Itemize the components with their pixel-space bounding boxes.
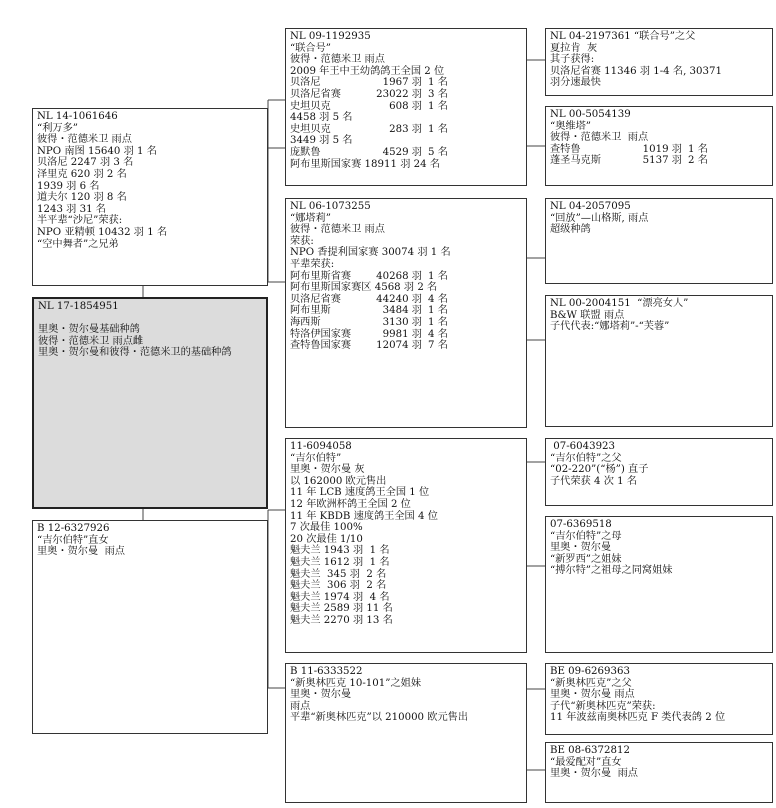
card-line: 贝洛尼 2247 羽 3 名	[37, 157, 134, 169]
sire-dam-card[interactable]	[285, 198, 527, 428]
race-name: 贝洛尼省赛	[290, 293, 341, 305]
card-line: 平辈荣获:	[290, 258, 335, 270]
dam-dam-sire-card[interactable]	[545, 663, 773, 735]
card-line: 11 年波兹南奥林匹克 F 类代表鸽 2 位	[550, 712, 726, 724]
card-line: NL 04-2057095	[550, 201, 631, 212]
placement: 1 名	[428, 270, 448, 282]
race-name: 庞默鲁	[290, 146, 321, 158]
card-line: 20 次最佳 1/10	[290, 533, 363, 545]
card-line: “联合号”	[290, 42, 331, 54]
placement: 3 名	[428, 88, 448, 100]
card-line: 魁夫兰 1974 羽 4 名	[290, 591, 390, 603]
card-line: 里奥・贺尔曼 雨点	[550, 768, 638, 780]
card-line: B&W 联盟 雨点	[550, 309, 625, 321]
result-row	[290, 294, 522, 306]
bird-count: 5137 羽	[642, 155, 682, 167]
card-line: 超级种鸽	[550, 224, 591, 236]
card-line: 2009 年王中王幼鸽鸽王全国 2 位	[290, 65, 445, 77]
placement: 7 名	[428, 340, 448, 352]
card-line: 魁夫兰 1612 羽 1 名	[290, 556, 390, 568]
sire-sire-sire-card[interactable]	[545, 28, 773, 96]
card-line	[38, 313, 262, 325]
card-line: 子代代表:“娜塔莉”-“芙蓉”	[550, 321, 670, 333]
card-line: NL 17-1854951	[38, 301, 119, 312]
card-line: 彼得・范德米卫 雨点雌	[38, 335, 144, 347]
card-line: 其子获得:	[550, 54, 595, 66]
card-line: NL 06-1073255	[290, 201, 371, 212]
sire-sire-dam-card[interactable]	[545, 106, 773, 186]
placement: 4 名	[428, 328, 448, 340]
bird-count: 40268 羽	[376, 270, 422, 282]
result-row	[290, 317, 522, 329]
card-line: “吉尔伯特”之父	[550, 452, 622, 464]
card-line: 道夫尔 120 羽 8 名	[37, 192, 127, 204]
placement: 5 名	[428, 146, 448, 158]
result-row	[290, 124, 522, 136]
card-line: “吉尔伯特”之母	[550, 530, 622, 542]
placement: 1 名	[428, 123, 448, 135]
card-line: 魁夫兰 2589 羽 11 名	[290, 603, 393, 615]
dam-sire-card[interactable]	[285, 438, 527, 653]
result-line: 4458 羽 5 名	[290, 112, 353, 124]
card-line: 魁夫兰 1943 羽 1 名	[290, 545, 390, 557]
card-line: 彼得・范德米卫 雨点	[37, 134, 132, 146]
card-line: 子代“新奥林匹克”荣获:	[550, 700, 656, 712]
card-line: 7 次最佳 100%	[290, 522, 363, 534]
card-line: 里奥・贺尔曼	[550, 542, 612, 554]
card-line: “新奥林匹克 10-101”之姐妹	[290, 677, 422, 689]
card-line: NPO 南图 15640 羽 1 名	[37, 145, 157, 157]
race-name: 史坦贝克	[290, 100, 331, 112]
card-line: “奥维塔”	[550, 120, 591, 132]
card-line: “利万多”	[37, 122, 78, 134]
result-row	[550, 144, 768, 156]
placement: 1 名	[428, 100, 448, 112]
card-line: 子代荣获 4 次 1 名	[550, 475, 638, 487]
bird-count: 283 羽	[389, 123, 422, 135]
placement: 1 名	[688, 143, 708, 155]
race-name: 蓬圣马克斯	[550, 155, 601, 167]
result-row	[290, 329, 522, 341]
bird-count: 12074 羽	[376, 340, 422, 352]
card-line: B 12-6327926	[37, 523, 110, 534]
card-line: “最爱配对”直女	[550, 756, 622, 768]
card-line: “娜塔莉”	[290, 212, 331, 224]
placement: 1 名	[428, 316, 448, 328]
result-line: 阿布里斯国家赛 18911 羽 24 名	[290, 158, 441, 170]
race-name: 阿布里斯省赛	[290, 270, 352, 282]
card-line: NL 00-2004151 “漂亮女人”	[550, 298, 689, 309]
card-line: NL 00-5054139	[550, 109, 631, 120]
dam-card[interactable]	[32, 520, 268, 734]
result-row	[290, 271, 522, 283]
card-line: 半平辈“沙尼”荣获:	[37, 215, 123, 227]
bird-count: 4529 羽	[382, 146, 422, 158]
card-line: 12 年欧洲杯鸽王全国 2 位	[290, 498, 411, 510]
card-line: 彼得・范德米卫 雨点	[290, 54, 385, 66]
card-line: 11-6094058	[290, 441, 352, 452]
card-line: 1243 羽 31 名	[37, 203, 106, 215]
card-line: 彼得・范德米卫 雨点	[290, 224, 385, 236]
card-line: 里奥・贺尔曼和彼得・范德米卫的基础种鸽	[38, 347, 232, 359]
card-line: 泽里克 620 羽 2 名	[37, 168, 127, 180]
card-line: NPO 亚精顿 10432 羽 1 名	[37, 226, 168, 238]
race-name: 特洛伊国家赛	[290, 328, 352, 340]
card-line: 1939 羽 6 名	[37, 180, 100, 192]
race-name: 查特鲁国家赛	[290, 340, 352, 352]
card-line: 魁夫兰 306 羽 2 名	[290, 580, 387, 592]
card-line: NL 04-2197361 “联合号”之父	[550, 31, 696, 42]
placement: 1 名	[428, 77, 448, 89]
race-name: 阿布里斯	[290, 305, 331, 317]
card-line: 里奥・贺尔曼 雨点	[37, 546, 125, 558]
card-line: BE 09-6269363	[550, 666, 630, 677]
sire-dam-sire-card[interactable]	[545, 198, 773, 284]
bird-count: 23022 羽	[376, 88, 422, 100]
placement: 4 名	[428, 293, 448, 305]
card-line: “空中舞者”之兄弟	[37, 238, 119, 250]
race-name: 贝洛尼省赛	[290, 88, 341, 100]
sire-sire-card[interactable]	[285, 28, 527, 186]
card-line: 夏拉肯 灰	[550, 42, 598, 54]
result-line: 阿布里斯国家赛区 4568 羽 2 名	[290, 282, 438, 294]
dam-dam-dam-card[interactable]	[545, 742, 773, 803]
bird-count: 608 羽	[389, 100, 422, 112]
card-line: NL 14-1061646	[37, 111, 118, 122]
card-line: B 11-6333522	[290, 666, 363, 677]
card-line: “吉尔伯特”直女	[37, 534, 109, 546]
bird-count: 3130 羽	[382, 316, 422, 328]
card-line: “搏尔特”之祖母之同窝姐妹	[550, 565, 673, 577]
card-line: 11 年 KBDB 速度鸽王全国 4 位	[290, 510, 438, 522]
race-name: 查特鲁	[550, 143, 581, 155]
result-row	[290, 77, 522, 89]
card-line: NL 09-1192935	[290, 31, 371, 42]
subject-pigeon-card[interactable]	[32, 297, 268, 509]
card-line: “回放”—山格斯, 雨点	[550, 212, 649, 224]
bird-count: 1019 羽	[642, 143, 682, 155]
card-line: 平辈“新奥林匹克”以 210000 欧元售出	[290, 712, 469, 724]
card-line: “新罗西”之姐妹	[550, 553, 622, 565]
card-line: “新奥林匹克”之父	[550, 677, 632, 689]
dam-dam-card[interactable]	[285, 663, 527, 803]
sire-dam-dam-card[interactable]	[545, 295, 773, 427]
dam-sire-dam-card[interactable]	[545, 516, 773, 653]
result-row	[290, 89, 522, 101]
card-line: 魁夫兰 2270 羽 13 名	[290, 614, 393, 626]
card-line: 以 162000 欧元售出	[290, 475, 387, 487]
card-line: 里奥・贺尔曼 灰	[290, 464, 365, 476]
card-line: 07-6043923	[550, 441, 616, 452]
card-line: 11 年 LCB 速度鸽王全国 1 位	[290, 487, 430, 499]
dam-sire-sire-card[interactable]	[545, 438, 773, 506]
result-row	[290, 340, 522, 352]
card-line: “吉尔伯特”	[290, 452, 342, 464]
card-line: 雨点	[290, 700, 311, 712]
bird-count: 44240 羽	[376, 293, 422, 305]
bird-count: 1967 羽	[382, 77, 422, 89]
card-line: “02-220”(“杨”) 直子	[550, 464, 649, 476]
race-name: 海西斯	[290, 316, 321, 328]
placement: 2 名	[688, 155, 708, 167]
sire-card[interactable]	[32, 108, 268, 286]
result-row	[290, 305, 522, 317]
card-line: 魁夫兰 345 羽 2 名	[290, 568, 387, 580]
card-line: BE 08-6372812	[550, 745, 630, 756]
card-line: 07-6369518	[550, 519, 612, 530]
result-row	[290, 147, 522, 159]
bird-count: 3484 羽	[382, 305, 422, 317]
card-line: 里奥・贺尔曼 雨点	[550, 689, 635, 701]
card-line: 贝洛尼省赛 11346 羽 1-4 名, 30371	[550, 65, 722, 77]
placement: 1 名	[428, 305, 448, 317]
card-line: 羽分速最快	[550, 77, 601, 89]
race-name: 史坦贝克	[290, 123, 331, 135]
race-name: 贝洛尼	[290, 77, 321, 89]
card-line: 里奥・贺尔曼	[290, 689, 352, 701]
bird-count: 9981 羽	[382, 328, 422, 340]
card-line: 荣获:	[290, 235, 314, 247]
result-line: 3449 羽 5 名	[290, 135, 353, 147]
result-row	[290, 101, 522, 113]
card-line: 里奥・贺尔曼基础种鸽	[38, 324, 140, 336]
result-row	[550, 155, 768, 167]
card-line: 彼得・范德米卫 雨点	[550, 132, 649, 144]
card-line: NPO 香提利国家赛 30074 羽 1 名	[290, 247, 451, 259]
